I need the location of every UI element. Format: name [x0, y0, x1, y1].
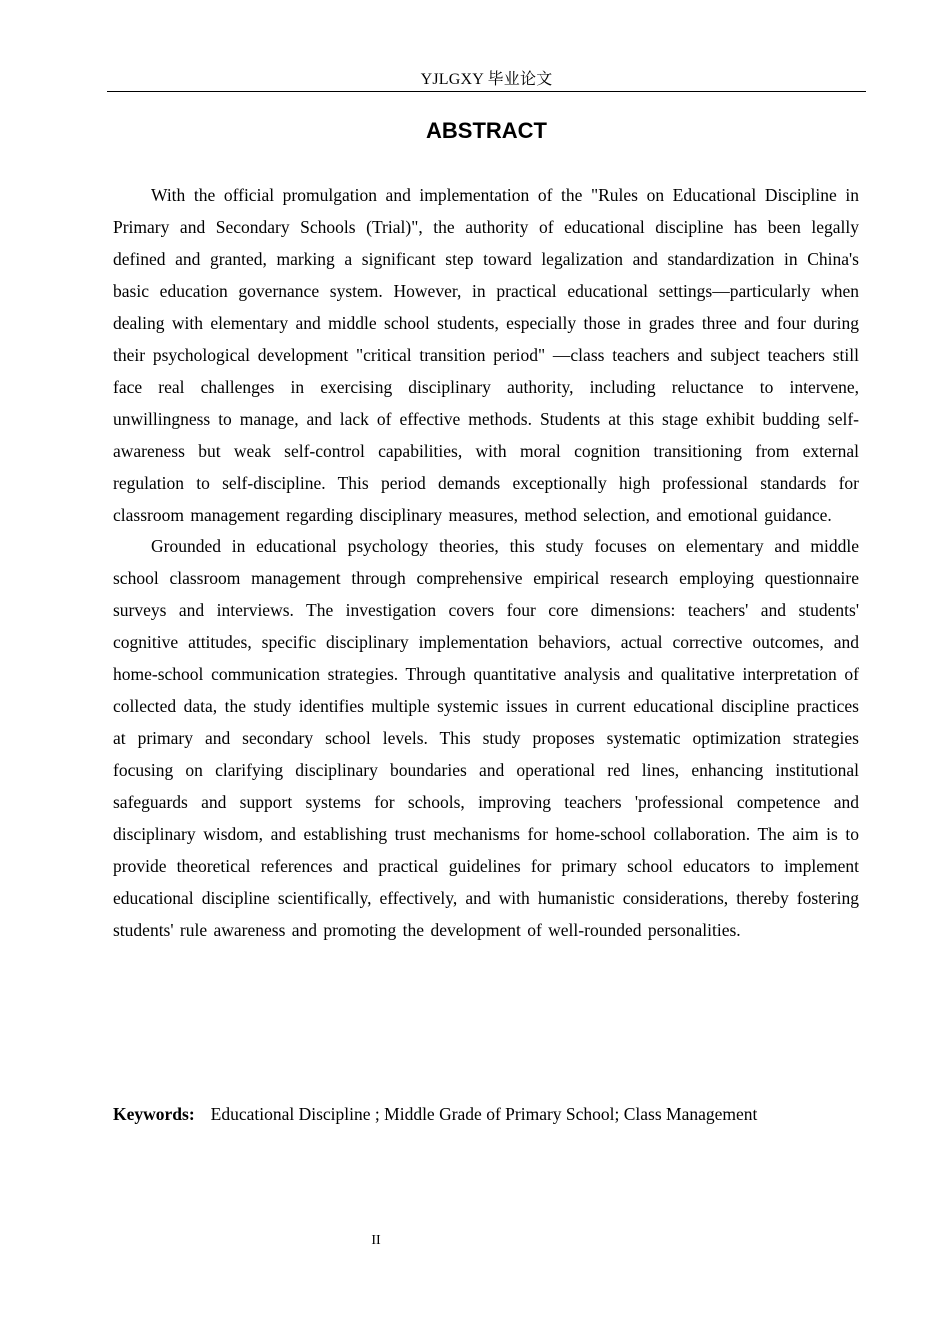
keywords-label: Keywords: — [113, 1104, 195, 1124]
abstract-paragraph-1: With the official promulgation and implementation of the "Rules on Educational Discipline in Primary and Secondary Schools (Trial)", the authority of educational discipline has been legally defined and granted, marking a significant step toward legalization and standardization in China's basic education governance system. However, in practical educational settings—particularly when dealing with elementary and middle school students, especially those in grades three and four during their psychological development "critical transition period" —class teachers and subject teachers still face real challenges in exercising disciplinary authority, including reluctance to intervene, unwillingness to manage, and lack of effective methods. Students at this stage exhibit budding self-awareness but weak self-control capabilities, with moral cognition transitioning from external regulation to self-discipline. This period demands exceptionally high professional standards for classroom management regarding disciplinary measures, method selection, and emotional guidance. — [113, 185, 859, 525]
page-number: II — [371, 1233, 381, 1248]
abstract-paragraph-2: Grounded in educational psychology theories, this study focuses on elementary and middle school classroom management through comprehensive empirical research employing questionnaire surveys and interviews. The investigation covers four core dimensions: teachers' and students' cognitive attitudes, specific disciplinary implementation behaviors, actual corrective outcomes, and home-school communication strategies. Through quantitative analysis and qualitative interpretation of collected data, the study identifies multiple systemic issues in current educational discipline practices at primary and secondary school levels. This study proposes systematic optimization strategies focusing on clarifying disciplinary boundaries and operational red lines, enhancing institutional safeguards and support systems for schools, improving teachers 'professional competence and disciplinary wisdom, and establishing trust mechanisms for home-school collaboration. The aim is to provide theoretical references and practical guidelines for primary school educators to implement educational discipline scientifically, effectively, and with humanistic considerations, thereby fostering students' rule awareness and promoting the development of well-rounded personalities. — [113, 536, 859, 940]
running-header: YJLGXY 毕业论文 — [420, 71, 553, 88]
abstract-body — [113, 180, 859, 947]
header-divider — [107, 91, 866, 92]
keywords-value: Educational Discipline ; Middle Grade of Primary School; Class Management — [210, 1104, 758, 1124]
keywords-line — [113, 1100, 859, 1128]
abstract-title: ABSTRACT — [426, 118, 547, 143]
